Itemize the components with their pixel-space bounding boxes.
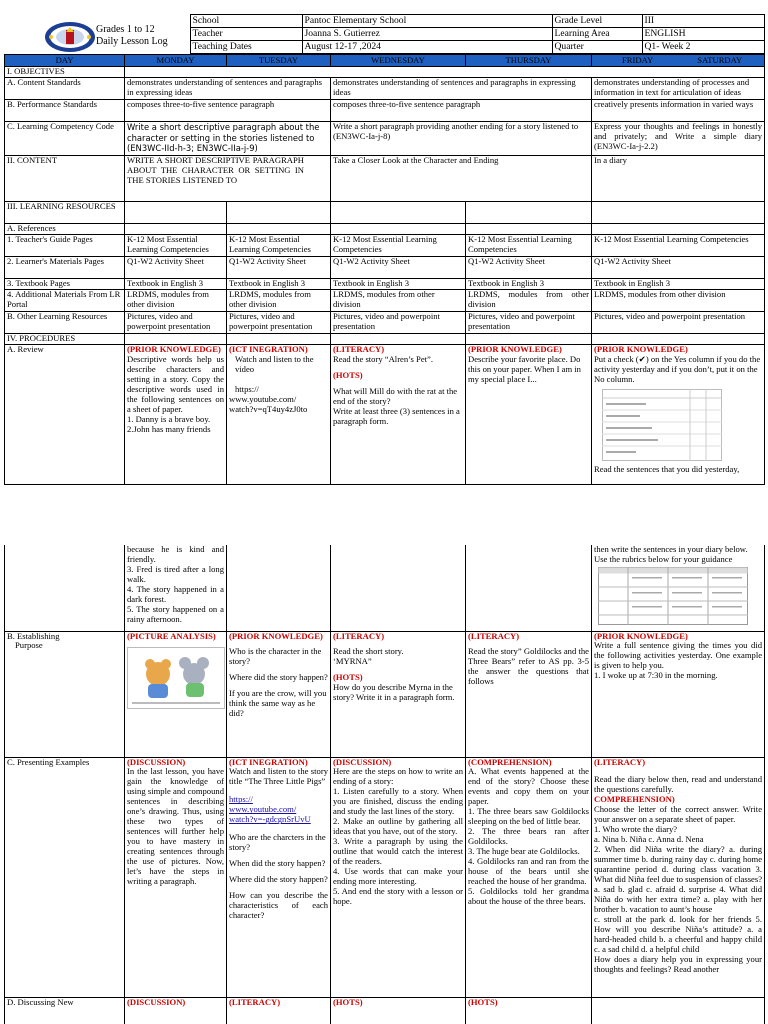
other-resources-tue: Pictures, video and powerpoint presentation	[227, 312, 331, 334]
establishing-label-2: Purpose	[15, 640, 43, 651]
review-fri-cont: then write the sentences in your diary below. Use the rubrics below for your guidance	[594, 545, 748, 564]
content-standards-mon: demonstrates understanding of sentences and paragraphs in expressing ideas	[125, 78, 331, 100]
day-friday: FRIDAY	[622, 55, 654, 65]
content-fri: In a diary	[592, 156, 765, 202]
presenting-tue-tag: (ICT INEGRATION)	[229, 757, 308, 767]
rubrics-table-image	[598, 567, 748, 625]
establishing-fri-tag: (PRIOR KNOWLEDGE)	[594, 631, 688, 641]
other-resources-wed: Pictures, video and powerpoint presentation	[331, 312, 466, 334]
presenting-mon-text: In the last lesson, you have gain the knowledge of using simple and compound sentences in describing one’s drawing. Thus, using these two types of sentences will further help you to have mastery in creating sentences through the use of pictures. Now, let’s have the steps in writing a paragraph.	[127, 766, 224, 887]
teachers-guide-fri: K-12 Most Essential Learning Competencies	[592, 235, 765, 257]
establishing-fri-example: 1. I woke up at 7:30 in the morning.	[594, 670, 718, 681]
establishing-wed	[331, 631, 466, 757]
presenting-thu-question: A. What events happened at the end of the story? Choose these events and copy them on your paper.	[468, 766, 589, 807]
review-fri-text: Put a check (✔) on the Yes column if you do the activity yesterday and if you don’t, put it on the No column.	[594, 354, 761, 385]
grade-range: Grades 1 to 12	[96, 23, 155, 35]
establishing-tue-q2: Where did the story happen?	[229, 672, 328, 683]
presenting-mon-tag: (DISCUSSION)	[127, 757, 186, 767]
review-mon-sentence-2: 2.John has many friends	[127, 424, 211, 435]
competency-wed: Write a short paragraph providing another ending for a story listened to (EN3WC-Ia-j-8)	[331, 122, 592, 156]
quarter-value: Q1- Week 2	[642, 41, 764, 54]
discussing-mon-tag: (DISCUSSION)	[125, 997, 227, 1024]
review-mon-sentence-1: 1. Danny is a brave boy.	[127, 414, 211, 425]
content-standards-label: A. Content Standards	[5, 78, 125, 100]
school-label: School	[190, 15, 302, 28]
presenting-fri-q2: 2. When did Niña write the diary? a. during summer time b. during rainy day c. during home quarantine period d. during class vacation 3. What did Niña feel due to suspension of classes? a. sad b. glad c. afraid d. surprise 4. What did Niña do with her extra time? a. play with her brother b. vacation to aunt’s house	[594, 844, 763, 915]
additional-wed: LRDMS, modules from other division	[331, 290, 466, 312]
review-wed-question-2: Write at least three (3) sentences in a paragraph form.	[333, 406, 460, 427]
establishing-tue-tag: (PRIOR KNOWLEDGE)	[229, 631, 323, 641]
dll-body-table	[4, 54, 765, 485]
review-label: A. Review	[5, 345, 125, 485]
presenting-thu-event-5: 5. Goldilocks told her grandma about the house of the three bears.	[468, 886, 589, 907]
teaching-dates-value: August 12-17 ,2024	[302, 41, 552, 54]
content-label: II. CONTENT	[5, 156, 125, 202]
presenting-tue-link-3[interactable]: watch?v=-gdcgnSrUvU	[229, 814, 311, 825]
review-tue-link-3[interactable]: watch?v=qT4uy4zJ0to	[229, 404, 308, 415]
presenting-wed	[331, 757, 466, 997]
content-standards-wed: demonstrates understanding of sentences and paragraphs in expressing ideas	[331, 78, 592, 100]
grade-level-value: III	[642, 15, 764, 28]
dll-body-table-continued	[4, 545, 765, 1024]
presenting-wed-step-4: 4. Use words that can make your ending more interesting.	[333, 866, 463, 887]
learners-materials-fri: Q1-W2 Activity Sheet	[592, 257, 765, 279]
review-mon-continued	[125, 545, 227, 631]
discussing-wed-tag: (HOTS)	[331, 997, 466, 1024]
objectives-heading: I. OBJECTIVES	[5, 67, 125, 78]
review-tue-tag: (ICT INEGRATION)	[229, 344, 308, 355]
header-logo-cell	[4, 15, 190, 54]
presenting-tue-text: Watch and listen to the story title “The Three Little Pigs”	[229, 766, 328, 787]
other-resources-mon: Pictures, video and powerpoint presentation	[125, 312, 227, 334]
establishing-mon-tag: (PICTURE ANALYSIS)	[127, 631, 216, 641]
presenting-thu-event-3: 3. The huge bear ate Goldilocks.	[468, 846, 580, 857]
textbook-thu: Textbook in English 3	[466, 279, 592, 290]
review-thu	[466, 345, 592, 485]
presenting-fri-a1: a. Nina b. Niña c. Anna d. Nena	[594, 834, 704, 845]
textbook-fri: Textbook in English 3	[592, 279, 765, 290]
review-tue-link-2[interactable]: www.youtube.com/	[229, 394, 297, 405]
competency-label: C. Learning Competency Code	[5, 122, 125, 156]
establishing-tue-q1: Who is the character in the story?	[229, 646, 322, 667]
review-fri-after: Read the sentences that you did yesterday,	[594, 464, 740, 475]
performance-wed: composes three-to-five sentence paragraph	[331, 100, 592, 122]
content-standards-fri: demonstrates understanding of processes and information in text for articulation of ideas	[592, 78, 765, 100]
day-friday-saturday	[592, 55, 765, 67]
learners-materials-mon: Q1-W2 Activity Sheet	[125, 257, 227, 279]
presenting-wed-step-2: 2. Make an outline by gathering all ideas that you have, out of the story.	[333, 816, 463, 837]
presenting-thu-event-4: 4. Goldilocks ran and ran from the house of the bears until she reached the house of her grandma.	[468, 856, 589, 887]
review-mon-sentence-4: 4. The story happened in a dark forest.	[127, 583, 224, 604]
presenting-tue-q1: Who are the charcters in the story?	[229, 832, 326, 853]
presenting-tue-q4: How can you describe the characteristics of each character?	[229, 890, 328, 921]
teaching-dates-label: Teaching Dates	[190, 41, 302, 54]
establishing-tue	[227, 631, 331, 757]
additional-mon: LRDMS, modules from other division	[125, 290, 227, 312]
establishing-fri-text: Write a full sentence giving the times you did the following activities yesterday. One example is given to help you.	[594, 640, 763, 671]
learners-materials-thu: Q1-W2 Activity Sheet	[466, 257, 592, 279]
performance-mon: composes three-to-five sentence paragraph	[125, 100, 331, 122]
review-tue-text: Watch and listen to the video	[235, 354, 314, 375]
dll-header-table	[4, 14, 765, 54]
presenting-wed-step-5: 5. And end the story with a lesson or hope.	[333, 886, 463, 907]
presenting-fri-tag: (LITERACY)	[594, 757, 646, 767]
presenting-thu-event-2: 2. The three bears ran after Goldilocks.	[468, 826, 589, 847]
textbook-wed: Textbook in English 3	[331, 279, 466, 290]
other-resources-thu: Pictures, video and powerpoint presentation	[466, 312, 592, 334]
teacher-value: Joanna S. Gutierrez	[302, 28, 552, 41]
page-2	[0, 545, 768, 1024]
daily-lesson-log-title: Daily Lesson Log	[96, 36, 168, 47]
review-wed-text: Read the story “Alren’s Pet”.	[333, 354, 433, 365]
other-resources-label: B. Other Learning Resources	[5, 312, 125, 334]
presenting-wed-intro: Here are the steps on how to write an ending of a story:	[333, 766, 463, 787]
presenting-fri-q4: How does a diary help you in expressing your thoughts and feelings? Read another	[594, 953, 763, 974]
review-thu-tag: (PRIOR KNOWLEDGE)	[468, 344, 562, 355]
establishing-label-1: B. Establishing	[7, 631, 60, 641]
establishing-thu-tag: (LITERACY)	[468, 631, 520, 641]
day-wednesday: WEDNESDAY	[331, 55, 466, 67]
presenting-tue-link-2[interactable]: www.youtube.com/	[229, 804, 297, 815]
procedures-heading: IV. PROCEDURES	[5, 334, 125, 345]
learning-resources-heading: III. LEARNING RESOURCES	[5, 202, 125, 224]
textbook-label: 3. Textbook Pages	[5, 279, 125, 290]
presenting-label: C. Presenting Examples	[5, 757, 125, 997]
establishing-fri	[592, 631, 765, 757]
presenting-tue-link-1[interactable]: https://	[229, 794, 253, 805]
school-value: Pantoc Elementary School	[302, 15, 552, 28]
teachers-guide-wed: K-12 Most Essential Learning Competencies	[331, 235, 466, 257]
teachers-guide-mon: K-12 Most Essential Learning Competencies	[125, 235, 227, 257]
presenting-wed-step-1: 1. Listen carefully to a story. When you are finished, discuss the ending and study the last lines of the story.	[333, 786, 463, 817]
presenting-fri-q3: c. stroll at the park d. look for her friends 5. How will you describe Niña’s attitude? a. a hard-headed child b. a cheerful and happy child c. a sad child d. a helpful child	[594, 914, 763, 954]
teachers-guide-label: 1. Teacher's Guide Pages	[5, 235, 125, 257]
activity-checklist-image	[602, 389, 722, 461]
review-fri-continued	[592, 545, 765, 631]
learning-area-value: ENGLISH	[642, 28, 764, 41]
presenting-fri-text-2: Choose the letter of the correct answer. Write your answer on a separate sheet of paper.	[594, 804, 763, 825]
review-mon-tag: (PRIOR KNOWLEDGE)	[127, 344, 221, 355]
references-label: A. References	[5, 224, 125, 235]
review-mon-sentence-3: 3. Fred is tired after a long walk.	[127, 563, 224, 584]
learning-area-label: Learning Area	[552, 28, 642, 41]
review-mon	[125, 345, 227, 485]
review-mon-cont: because he is kind and friendly.	[127, 545, 224, 564]
day-header-row	[5, 55, 765, 67]
competency-mon: Write a short descriptive paragraph about the character or setting in the stories listened to (EN3WC-IId-h-3; EN3WC-IIa-j-9)	[125, 122, 331, 156]
additional-materials-label: 4. Additional Materials From LR Portal	[5, 290, 125, 312]
presenting-fri-text-1: Read the diary below then, read and understand the questions carefully.	[594, 774, 763, 795]
establishing-label	[5, 631, 125, 757]
content-wed: Take a Closer Look at the Character and Ending	[331, 156, 592, 202]
establishing-tue-q3: If you are the crow, will you think the same way as he did?	[229, 688, 327, 719]
establishing-thu-text: Read the story” Goldilocks and the Three Bears” refer to AS pp. 3-5 the answer the questions that follows	[468, 646, 589, 687]
teachers-guide-thu: K-12 Most Essential Learning Competencies	[466, 235, 592, 257]
review-mon-sentence-5: 5. The story happened on a rainy afternoon.	[127, 603, 224, 624]
competency-fri: Express your thoughts and feelings in honestly and privately; and Write a simple diary (EN3WC-Ia-j-2.2)	[592, 122, 765, 156]
quarter-label: Quarter	[552, 41, 642, 54]
presenting-fri-q1: 1. Who wrote the diary?	[594, 824, 678, 835]
presenting-wed-tag: (DISCUSSION)	[333, 757, 392, 767]
review-wed-question-1: What will Mill do with the rat at the end of the story?	[333, 386, 458, 407]
establishing-wed-hots-tag: (HOTS)	[333, 672, 363, 683]
review-wed-tag: (LITERACY)	[333, 344, 385, 355]
presenting-fri-tag-2: COMPREHENSION)	[594, 794, 675, 805]
day-saturday: SATURDAY	[697, 55, 743, 65]
other-resources-fri: Pictures, video and powerpoint presentation	[592, 312, 765, 334]
learners-materials-wed: Q1-W2 Activity Sheet	[331, 257, 466, 279]
establishing-wed-text-2: ‘MYRNA”	[333, 656, 372, 667]
discussing-tue-tag: (LITERACY)	[227, 997, 331, 1024]
performance-standards-label: B. Performance Standards	[5, 100, 125, 122]
day-col-label: DAY	[5, 55, 125, 67]
presenting-mon	[125, 757, 227, 997]
presenting-thu-event-1: 1. The three bears saw Goldilocks sleeping on the bed of little bear.	[468, 806, 589, 827]
learners-materials-label: 2. Learner's Materials Pages	[5, 257, 125, 279]
textbook-tue: Textbook in English 3	[227, 279, 331, 290]
presenting-thu	[466, 757, 592, 997]
establishing-thu	[466, 631, 592, 757]
presenting-fri	[592, 757, 765, 997]
establishing-mon	[125, 631, 227, 757]
grade-level-label: Grade Level	[552, 15, 642, 28]
review-mon-text: Descriptive words help us describe characters and setting in a story. Copy the descriptive words used in the following sentences on a sheet of paper.	[127, 354, 224, 415]
establishing-wed-tag: (LITERACY)	[333, 631, 385, 641]
day-tuesday: TUESDAY	[227, 55, 331, 67]
presenting-thu-tag: (COMPREHENSION)	[468, 757, 552, 767]
day-monday: MONDAY	[125, 55, 227, 67]
performance-fri: creatively presents information in varied ways	[592, 100, 765, 122]
textbook-mon: Textbook in English 3	[125, 279, 227, 290]
review-wed	[331, 345, 466, 485]
discussing-label: D. Discussing New	[5, 997, 125, 1024]
content-mon: WRITE A SHORT DESCRIPTIVE PARAGRAPH ABOUT THE CHARACTER OR SETTING IN THE STORIES LISTENED TO	[125, 156, 331, 202]
review-tue-link-1[interactable]: https://	[235, 384, 259, 395]
day-thursday: THURSDAY	[466, 55, 592, 67]
establishing-wed-text-1: Read the short story.	[333, 646, 404, 657]
review-wed-hots-tag: (HOTS)	[333, 370, 363, 381]
establishing-wed-question: How do you describe Myrna in the story? Write it in a paragraph form.	[333, 682, 455, 703]
learners-materials-tue: Q1-W2 Activity Sheet	[227, 257, 331, 279]
presenting-wed-step-3: 3. Write a paragraph by using the outline that would catch the interest of the readers.	[333, 836, 463, 867]
presenting-tue-q2: When did the story happen?	[229, 858, 326, 869]
review-fri	[592, 345, 765, 485]
presenting-tue-q3: Where did the story happen?	[229, 874, 328, 885]
teachers-guide-tue: K-12 Most Essential Learning Competencies	[227, 235, 331, 257]
additional-tue: LRDMS, modules from other division	[227, 290, 331, 312]
review-thu-text: Describe your favorite place. Do this on your paper. When I am in my special place I...	[468, 354, 581, 385]
presenting-tue	[227, 757, 331, 997]
review-tue	[227, 345, 331, 485]
discussing-thu-tag: (HOTS)	[466, 997, 592, 1024]
review-fri-tag: (PRIOR KNOWLEDGE)	[594, 344, 688, 355]
picture-analysis-image	[127, 647, 225, 709]
deped-seal-icon	[44, 21, 96, 53]
additional-fri: LRDMS, modules from other division	[592, 290, 765, 312]
teacher-label: Teacher	[190, 28, 302, 41]
additional-thu: LRDMS, modules from other division	[466, 290, 592, 312]
